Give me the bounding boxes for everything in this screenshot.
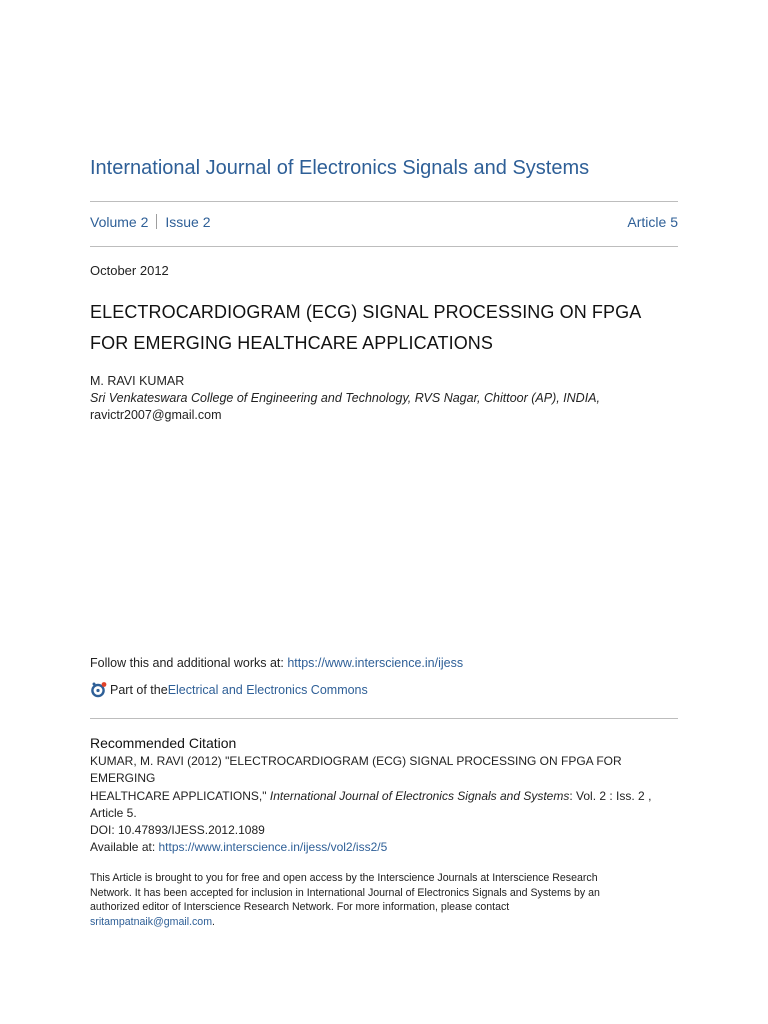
volume-issue-separator (156, 214, 157, 229)
citation-doi: DOI: 10.47893/IJESS.2012.1089 (90, 823, 265, 838)
follow-prefix: Follow this and additional works at: (90, 656, 288, 670)
volume-issue-group (90, 214, 211, 230)
follow-url-link[interactable]: https://www.interscience.in/ijess (287, 656, 464, 670)
open-access-note-line-1: This Article is brought to you for free and open access by the Interscience Journals at Interscience Research (90, 872, 598, 884)
journal-title-link[interactable]: International Journal of Electronics Signals and Systems (90, 157, 590, 179)
article-title-line-2: FOR EMERGING HEALTHCARE APPLICATIONS (90, 333, 494, 353)
follow-line (90, 656, 463, 670)
author-affiliation: Sri Venkateswara College of Engineering and Technology, RVS Nagar, Chittoor (AP), INDIA, (90, 391, 600, 405)
author-name: M. RAVI KUMAR (90, 374, 185, 388)
open-access-note (90, 871, 650, 929)
divider-top (90, 201, 678, 202)
citation-available-url-link[interactable]: https://www.interscience.in/ijess/vol2/iss2/5 (158, 840, 388, 855)
citation-line-2-tail: : Vol. 2 : Iss. 2 , (569, 788, 652, 803)
citation-available-prefix: Available at: (90, 840, 159, 855)
commons-prefix: Part of the (110, 683, 168, 697)
recommended-citation-heading: Recommended Citation (90, 735, 237, 751)
article-title-line-1: ELECTROCARDIOGRAM (ECG) SIGNAL PROCESSING ON FPGA (90, 302, 642, 322)
issue-navigation (90, 214, 678, 234)
divider-citation (90, 718, 678, 719)
commons-network-icon (90, 681, 108, 699)
citation-block (90, 753, 680, 857)
volume-link[interactable]: Volume 2 (90, 214, 149, 230)
commons-line (90, 681, 368, 699)
issue-link[interactable]: Issue 2 (165, 214, 211, 230)
contact-email-link[interactable]: sritampatnaik@gmail.com (90, 915, 213, 928)
open-access-note-line-4 (90, 915, 650, 930)
citation-line-2 (90, 788, 680, 805)
author-email: ravictr2007@gmail.com (90, 408, 222, 422)
citation-journal-name: International Journal of Electronics Signals and Systems (269, 788, 570, 803)
citation-line-1: KUMAR, M. RAVI (2012) "ELECTROCARDIOGRAM (ECG) SIGNAL PROCESSING ON FPGA FOR EMERGING (90, 754, 622, 786)
citation-line-3: Article 5. (90, 805, 137, 820)
citation-line-2-plain: HEALTHCARE APPLICATIONS," (90, 788, 270, 803)
open-access-note-line-2: Network. It has been accepted for inclusion in International Journal of Electronics Signals and Systems by an (90, 886, 600, 899)
publication-date: October 2012 (90, 263, 169, 278)
contact-email-tail: . (212, 915, 215, 928)
divider-bottom (90, 246, 678, 247)
open-access-note-line-3: authorized editor of Interscience Research Network. For more information, please contact (90, 901, 510, 913)
article-title (90, 297, 680, 359)
commons-link[interactable]: Electrical and Electronics Commons (167, 683, 368, 697)
citation-available (90, 839, 680, 856)
article-number-link[interactable]: Article 5 (627, 214, 678, 230)
author-block (90, 373, 600, 424)
